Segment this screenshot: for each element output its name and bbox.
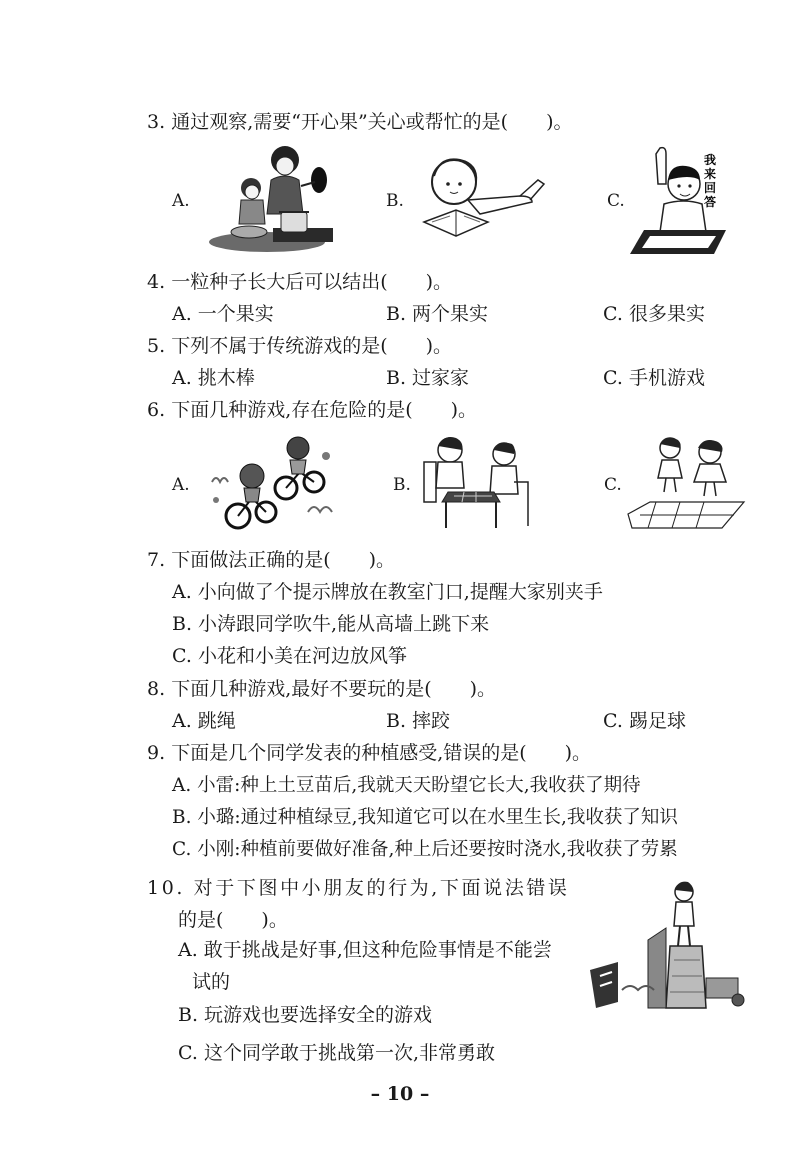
question-3 bbox=[147, 110, 572, 134]
option-label-b: B. bbox=[386, 191, 404, 211]
question-10 bbox=[147, 876, 577, 932]
option-label-a: A. bbox=[172, 475, 190, 495]
question-stem: 通过观察,需要“开心果”关心或帮忙的是( )。 bbox=[171, 111, 573, 133]
option-label-c: C. bbox=[604, 475, 622, 495]
question-number: 8. bbox=[147, 678, 166, 700]
option-b: B. 摔跤 bbox=[386, 710, 451, 732]
question-stem: 对于下图中小朋友的行为,下面说法错误 bbox=[193, 877, 570, 899]
option-label-b: B. bbox=[393, 475, 411, 495]
kids-playing-chess-picture bbox=[420, 432, 532, 532]
question-number: 3. bbox=[147, 111, 166, 133]
question-5 bbox=[147, 334, 452, 358]
girls-playing-hopscotch-picture bbox=[626, 432, 748, 532]
caption-char-4: 答 bbox=[704, 195, 717, 209]
option-c: C. 很多果实 bbox=[603, 303, 705, 325]
boy-standing-on-high-wall-picture bbox=[588, 880, 748, 1010]
option-c: C. 这个同学敢于挑战第一次,非常勇敢 bbox=[178, 1042, 495, 1064]
question-number: 7. bbox=[147, 549, 166, 571]
option-b: B. 玩游戏也要选择安全的游戏 bbox=[178, 1004, 433, 1026]
option-c: C. 小刚:种植前要做好准备,种上后还要按时浇水,我收获了劳累 bbox=[172, 839, 678, 860]
question-4 bbox=[147, 270, 452, 294]
caption-char-1: 我 bbox=[704, 153, 717, 167]
question-7 bbox=[147, 548, 395, 572]
question-number: 5. bbox=[147, 335, 166, 357]
option-a: A. 小雷:种上土豆苗后,我就天天盼望它长大,我收获了期待 bbox=[172, 775, 641, 796]
option-label-c: C. bbox=[607, 191, 625, 211]
question-stem-line-2: 的是( )。 bbox=[178, 909, 288, 931]
question-number: 6. bbox=[147, 399, 166, 421]
option-label-a: A. bbox=[172, 191, 190, 211]
option-c: C. 踢足球 bbox=[603, 710, 686, 732]
question-stem: 下列不属于传统游戏的是( )。 bbox=[171, 335, 453, 357]
question-8 bbox=[147, 677, 496, 701]
option-a: A. 挑木棒 bbox=[172, 367, 255, 389]
question-stem: 一粒种子长大后可以结出( )。 bbox=[171, 271, 453, 293]
question-number: 9. bbox=[147, 742, 166, 764]
option-b: B. 两个果实 bbox=[386, 303, 489, 325]
option-c: C. 手机游戏 bbox=[603, 367, 705, 389]
boy-raising-hand-answering-picture bbox=[630, 144, 740, 256]
question-stem-line-1 bbox=[147, 876, 577, 900]
question-6 bbox=[147, 398, 477, 422]
question-stem: 下面几种游戏,最好不要玩的是( )。 bbox=[171, 678, 497, 700]
option-b: B. 小涛跟同学吹牛,能从高墙上跳下来 bbox=[172, 613, 490, 635]
option-a: A. 跳绳 bbox=[172, 710, 236, 732]
mother-and-girl-cooking-picture bbox=[205, 142, 335, 254]
option-a-continuation: 试的 bbox=[192, 971, 231, 993]
option-c: C. 小花和小美在河边放风筝 bbox=[172, 645, 407, 667]
question-stem: 下面几种游戏,存在危险的是( )。 bbox=[171, 399, 478, 421]
option-b: B. 过家家 bbox=[386, 367, 470, 389]
caption-char-3: 回 bbox=[704, 181, 717, 195]
girl-lying-reading-book-picture bbox=[420, 152, 550, 244]
option-b: B. 小璐:通过种植绿豆,我知道它可以在水里生长,我收获了知识 bbox=[172, 807, 678, 828]
option-a: A. 小向做了个提示牌放在教室门口,提醒大家别夹手 bbox=[172, 581, 603, 603]
question-stem: 下面是几个同学发表的种植感受,错误的是( )。 bbox=[171, 742, 592, 764]
question-9 bbox=[147, 741, 591, 765]
option-a: A. 敢于挑战是好事,但这种危险事情是不能尝 bbox=[178, 939, 552, 961]
question-stem: 下面做法正确的是( )。 bbox=[171, 549, 396, 571]
question-number: 4. bbox=[147, 271, 166, 293]
kids-racing-bicycles-picture bbox=[208, 432, 338, 532]
question-number: 10. bbox=[147, 877, 186, 899]
caption-char-2: 来 bbox=[704, 167, 717, 181]
page-number: – 10 – bbox=[370, 1083, 430, 1105]
option-a: A. 一个果实 bbox=[172, 303, 274, 325]
